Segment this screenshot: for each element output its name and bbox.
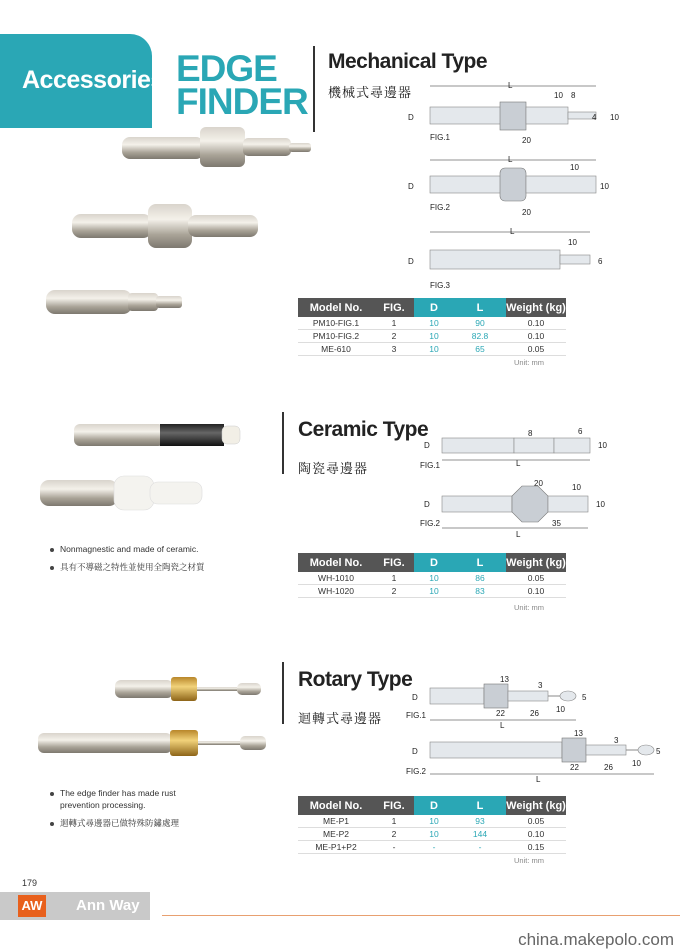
svg-text:D: D bbox=[408, 257, 414, 266]
rotary-spec-table: Model No. FIG. D L Weight (kg) ME-P1 1 10 93 0.05 ME-P2 2 10 144 0.10 ME-P1+P2 - - - 0.15 bbox=[298, 796, 566, 854]
svg-text:10: 10 bbox=[572, 483, 581, 492]
svg-text:FIG.1: FIG.1 bbox=[420, 461, 441, 470]
svg-text:3: 3 bbox=[538, 681, 543, 690]
svg-text:22: 22 bbox=[496, 709, 505, 718]
mechanical-unit: Unit: mm bbox=[514, 358, 544, 367]
rotary-photo-2 bbox=[30, 725, 270, 761]
mechanical-photo-3 bbox=[40, 280, 200, 325]
col-l: L bbox=[454, 298, 506, 317]
mechanical-drawings bbox=[400, 80, 640, 300]
svg-text:13: 13 bbox=[574, 729, 583, 738]
col-d: D bbox=[414, 298, 454, 317]
svg-text:20: 20 bbox=[522, 136, 531, 145]
svg-text:10: 10 bbox=[598, 441, 607, 450]
svg-text:D: D bbox=[408, 182, 414, 191]
section-divider bbox=[282, 662, 284, 724]
svg-text:FIG.1: FIG.1 bbox=[406, 711, 427, 720]
svg-text:3: 3 bbox=[614, 736, 619, 745]
svg-text:10: 10 bbox=[570, 163, 579, 172]
table-row: ME-P1+P2 - - - 0.15 bbox=[298, 841, 566, 854]
svg-text:10: 10 bbox=[568, 238, 577, 247]
title-line-1: EDGE bbox=[176, 48, 277, 89]
svg-text:L: L bbox=[508, 81, 513, 90]
rotary-photo-1 bbox=[105, 672, 275, 708]
svg-text:4: 4 bbox=[592, 113, 597, 122]
section-divider bbox=[282, 412, 284, 474]
svg-text:5: 5 bbox=[582, 693, 587, 702]
ceramic-fig1 bbox=[420, 427, 607, 470]
mech-fig3 bbox=[408, 227, 603, 290]
svg-text:D: D bbox=[424, 500, 430, 509]
mechanical-photo-1 bbox=[100, 115, 320, 175]
svg-text:6: 6 bbox=[578, 427, 583, 436]
footer-divider bbox=[162, 915, 680, 916]
ceramic-spec-table: Model No. FIG. D L Weight (kg) WH-1010 1 10 86 0.05 WH-1020 2 10 83 0.10 bbox=[298, 553, 566, 598]
ceramic-fig2 bbox=[420, 479, 605, 539]
category-label: Accessories bbox=[22, 66, 164, 94]
svg-text:20: 20 bbox=[522, 208, 531, 217]
svg-text:6: 6 bbox=[598, 257, 603, 266]
svg-text:10: 10 bbox=[610, 113, 619, 122]
ceramic-title: Ceramic Type bbox=[298, 418, 429, 441]
svg-text:D: D bbox=[408, 113, 414, 122]
ceramic-subtitle: 陶瓷尋邊器 bbox=[298, 461, 369, 476]
svg-text:FIG.3: FIG.3 bbox=[430, 281, 451, 290]
ceramic-unit: Unit: mm bbox=[514, 603, 544, 612]
table-row: PM10-FIG.1 1 10 90 0.10 bbox=[298, 317, 566, 330]
mech-fig1 bbox=[408, 81, 619, 145]
svg-text:D: D bbox=[424, 441, 430, 450]
ceramic-photo-2 bbox=[30, 470, 220, 515]
table-row: ME-P2 2 10 144 0.10 bbox=[298, 828, 566, 841]
svg-text:10: 10 bbox=[554, 91, 563, 100]
page-number: 179 bbox=[22, 878, 38, 888]
ceramic-photo-1 bbox=[60, 415, 260, 455]
brand-name: Ann Way bbox=[76, 897, 140, 914]
table-row: ME-610 3 10 65 0.05 bbox=[298, 343, 566, 356]
svg-text:L: L bbox=[536, 775, 541, 784]
rotary-fig2 bbox=[406, 729, 661, 784]
page-title bbox=[176, 48, 308, 122]
mechanical-spec-table bbox=[298, 298, 566, 356]
svg-text:FIG.2: FIG.2 bbox=[406, 767, 427, 776]
svg-text:10: 10 bbox=[600, 182, 609, 191]
title-line-2: FINDER bbox=[176, 81, 308, 122]
ceramic-bullets: Nonmagnestic and made of ceramic. 具有不導磁之特性並使用全陶瓷之材質 bbox=[50, 543, 205, 573]
rotary-title: Rotary Type bbox=[298, 668, 413, 691]
svg-text:5: 5 bbox=[656, 747, 661, 756]
svg-text:L: L bbox=[516, 530, 521, 539]
svg-text:L: L bbox=[510, 227, 515, 236]
rotary-drawings bbox=[400, 670, 670, 785]
rotary-unit: Unit: mm bbox=[514, 856, 544, 865]
svg-text:13: 13 bbox=[500, 675, 509, 684]
watermark: china.makepolo.com bbox=[518, 930, 674, 949]
svg-text:FIG.1: FIG.1 bbox=[430, 133, 451, 142]
ceramic-drawings bbox=[410, 420, 650, 545]
svg-text:L: L bbox=[500, 721, 505, 730]
svg-text:8: 8 bbox=[571, 91, 576, 100]
svg-text:D: D bbox=[412, 747, 418, 756]
rotary-bullets: The edge finder has made rust prevention processing. 迴轉式尋邊器已做特殊防鏽處理 bbox=[50, 787, 179, 829]
mechanical-title: Mechanical Type bbox=[328, 50, 488, 73]
rotary-subtitle: 迴轉式尋邊器 bbox=[298, 711, 383, 726]
mechanical-subtitle: 機械式尋邊器 bbox=[328, 85, 413, 100]
svg-text:26: 26 bbox=[530, 709, 539, 718]
svg-text:10: 10 bbox=[556, 705, 565, 714]
brand-logo-icon: AW bbox=[18, 895, 46, 917]
svg-text:L: L bbox=[508, 155, 513, 164]
svg-text:10: 10 bbox=[632, 759, 641, 768]
svg-text:10: 10 bbox=[596, 500, 605, 509]
table-row: ME-P1 1 10 93 0.05 bbox=[298, 815, 566, 828]
svg-text:L: L bbox=[516, 459, 521, 468]
svg-text:FIG.2: FIG.2 bbox=[430, 203, 451, 212]
svg-text:FIG.2: FIG.2 bbox=[420, 519, 441, 528]
svg-text:22: 22 bbox=[570, 763, 579, 772]
accessories-tab bbox=[0, 34, 164, 128]
table-row: PM10-FIG.2 2 10 82.8 0.10 bbox=[298, 330, 566, 343]
table-row: WH-1020 2 10 83 0.10 bbox=[298, 585, 566, 598]
table-row: WH-1010 1 10 86 0.05 bbox=[298, 572, 566, 585]
col-weight: Weight (kg) bbox=[506, 298, 566, 317]
col-fig: FIG. bbox=[374, 298, 414, 317]
rotary-fig1 bbox=[406, 675, 587, 730]
col-model: Model No. bbox=[298, 298, 374, 317]
mech-fig2 bbox=[408, 155, 609, 217]
svg-text:26: 26 bbox=[604, 763, 613, 772]
footer-brand-tab bbox=[0, 892, 150, 920]
svg-text:35: 35 bbox=[552, 519, 561, 528]
mechanical-photo-2 bbox=[60, 200, 270, 260]
svg-text:D: D bbox=[412, 693, 418, 702]
svg-text:20: 20 bbox=[534, 479, 543, 488]
svg-text:8: 8 bbox=[528, 429, 533, 438]
